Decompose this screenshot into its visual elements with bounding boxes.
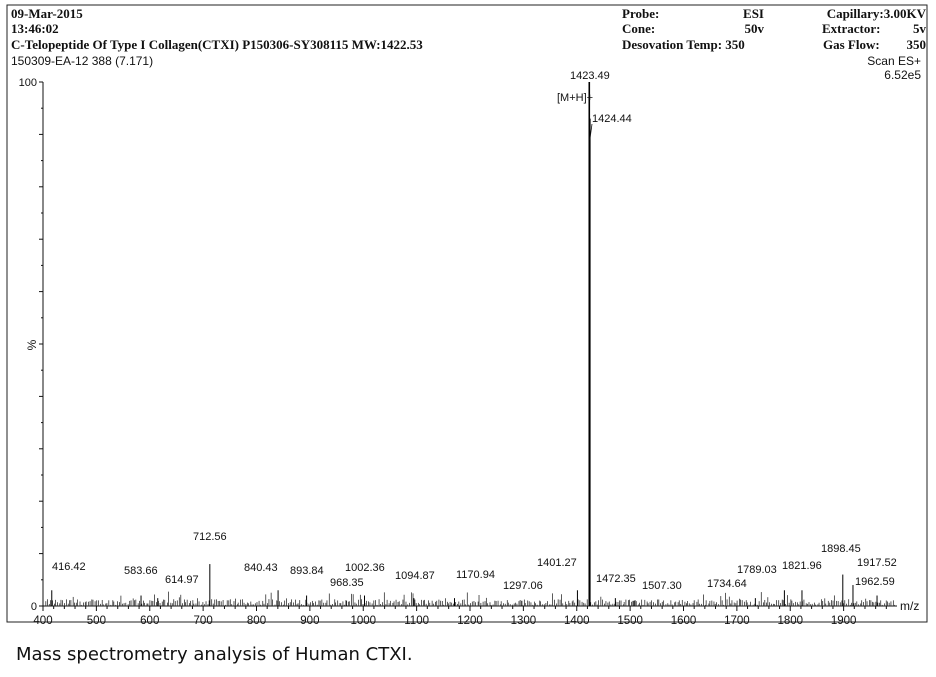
- peak-annotation: [M+H]+: [557, 92, 594, 104]
- scan-mode: Scan ES+: [867, 54, 921, 68]
- peak-label: 1789.03: [737, 564, 777, 576]
- extractor-value: 5v: [913, 21, 926, 36]
- cone-value: 50v: [744, 21, 764, 36]
- cone-label: Cone:: [622, 21, 656, 36]
- peak-label: 1002.36: [345, 562, 385, 574]
- peak-label: 712.56: [193, 531, 227, 543]
- x-tick-label: 700: [193, 615, 213, 627]
- x-tick-label: 400: [33, 615, 53, 627]
- peak-label: 1734.64: [707, 578, 747, 590]
- gas-flow-label: Gas Flow:: [823, 37, 880, 52]
- x-tick-label: 900: [300, 615, 320, 627]
- peak-label: 1401.27: [537, 557, 577, 569]
- sample-title: C-Telopeptide Of Type I Collagen(CTXI) P150306-SY308115 MW:1422.53: [11, 37, 423, 52]
- extractor-label: Extractor:: [822, 21, 881, 36]
- x-tick-label: 1200: [457, 615, 483, 627]
- x-tick-label: 1100: [404, 615, 429, 627]
- peak-label: 1507.30: [642, 580, 682, 592]
- axes: [7, 5, 927, 627]
- x-tick-label: 1700: [724, 615, 750, 627]
- peak-label: 1821.96: [782, 560, 822, 572]
- peak-label: 1472.35: [596, 573, 636, 585]
- x-tick-label: 1000: [350, 615, 377, 627]
- gas-flow-value: 350: [906, 37, 926, 52]
- peak-label: 583.66: [124, 565, 158, 577]
- y-tick-label: 100: [18, 77, 37, 89]
- peak-label: 1424.44: [592, 113, 632, 125]
- x-tick-label: 1300: [510, 615, 537, 627]
- x-tick-label: 1900: [830, 615, 857, 627]
- acquisition-date: 09-Mar-2015: [11, 6, 83, 21]
- desolvation-temp: Desovation Temp: 350: [622, 37, 745, 52]
- peak-label: 1423.49: [570, 70, 610, 82]
- scan-info: 150309-EA-12 388 (7.171): [11, 54, 154, 68]
- peak-label: 1898.45: [821, 543, 861, 555]
- probe-label: Probe:: [622, 6, 660, 21]
- figure-caption: Mass spectrometry analysis of Human CTXI.: [16, 644, 413, 665]
- peak-label: 968.35: [330, 577, 364, 589]
- peak-label: 1962.59: [855, 576, 895, 588]
- y-tick-label: 0: [30, 601, 37, 613]
- x-tick-label: 800: [246, 615, 267, 627]
- acquisition-time: 13:46:02: [11, 21, 59, 36]
- noise-peaks: [46, 592, 895, 606]
- capillary-voltage: Capillary:3.00KV: [826, 6, 926, 21]
- peak-label: 1297.06: [503, 580, 543, 592]
- probe-value: ESI: [743, 6, 764, 21]
- peak-label: 893.84: [290, 565, 324, 577]
- x-tick-label: 600: [140, 615, 160, 627]
- x-tick-label: 1400: [563, 615, 590, 627]
- peak-label: 1917.52: [857, 557, 897, 569]
- x-tick-label: 1600: [670, 615, 697, 627]
- peak-label: 1094.87: [395, 570, 435, 582]
- y-axis-label: %: [25, 339, 39, 351]
- intensity-value: 6.52e5: [884, 68, 921, 82]
- peak-label: 614.97: [165, 574, 199, 586]
- x-tick-label: 500: [86, 615, 106, 627]
- peak-label: 840.43: [244, 562, 278, 574]
- x-axis-label: m/z: [900, 599, 920, 613]
- peak-label: 416.42: [52, 561, 86, 573]
- labeled-peaks: [52, 70, 897, 606]
- x-tick-label: 1500: [617, 615, 643, 627]
- x-tick-label: 1800: [777, 615, 804, 627]
- peak-label: 1170.94: [456, 569, 495, 581]
- plot-frame: [7, 5, 927, 622]
